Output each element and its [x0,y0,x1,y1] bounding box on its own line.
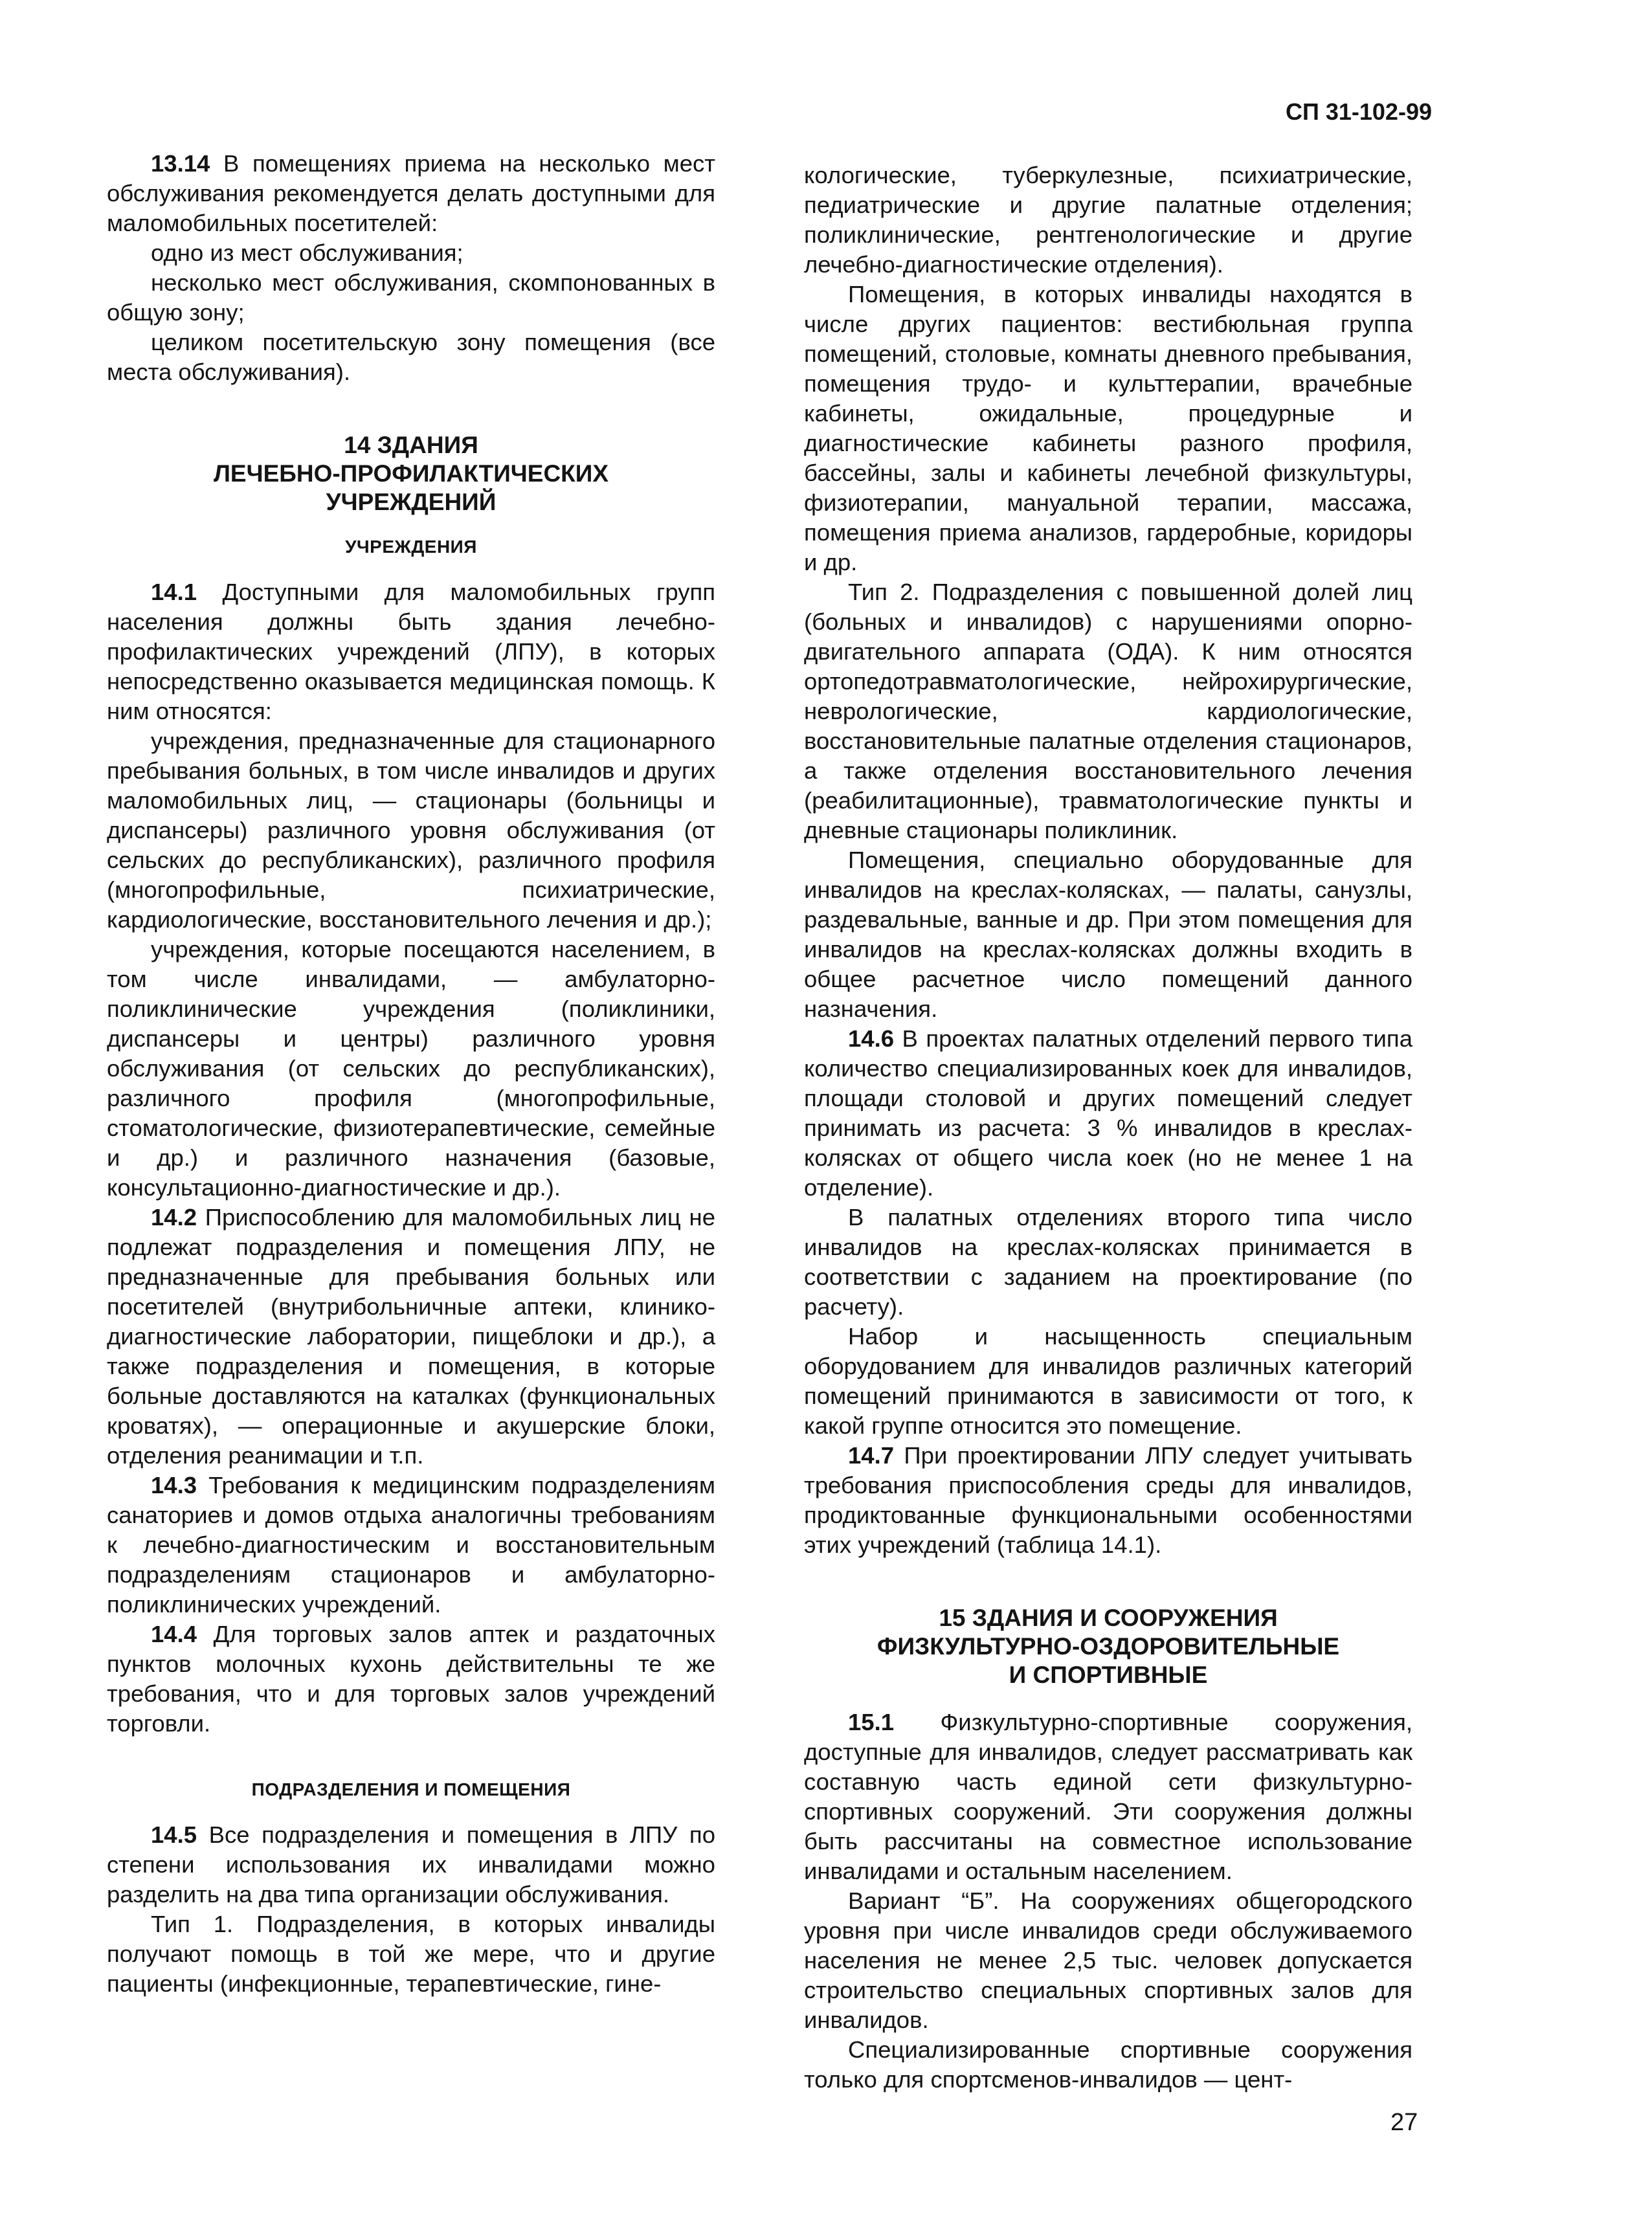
paragraph-14-4 [107,1619,715,1739]
clause-text: Физкультурно-спортивные сооружения, доступные для инвалидов, следует рассматривать как составную часть единой сети физкультурно-спортивных сооружений. Эти сооружения должны быть рассчитаны на совместное использование инвалидами и остальным населением. [804,1709,1412,1884]
clause-number: 14.5 [151,1821,197,1848]
page-number: 27 [1390,2109,1418,2136]
section-title-line: 15 ЗДАНИЯ И СООРУЖЕНИЯ [939,1605,1278,1631]
paragraph-14-2 [107,1203,715,1471]
clause-number: 14.1 [151,579,197,605]
section-title-line: 14 ЗДАНИЯ [344,432,478,458]
paragraph-14-5 [107,1820,715,1909]
paragraph-type-1-continued: кологические, туберкулезные, психиатрические, педиатрические и другие палатные отделения; поликлинические, рентгенологические и другие лечебно-диагностические отделения). [804,162,1412,278]
list-item: учреждения, которые посещаются населением, в том числе инвалидами, — амбулаторно-поликлинические учреждения (поликлиники, диспансеры и центры) различного уровня обслуживания (от сельских до республиканских), различного профиля (многопрофильные, стоматологические, физиотерапевтические, семейные и др.) и различного назначения (базовые, консультационно-диагностические и др.). [107,936,715,1201]
paragraph-13-14 [107,149,715,238]
paragraph-14-6-b: В палатных отделениях второго типа число инвалидов на креслах-колясках принимается в соответствии с заданием на проектирование (по расчету). [804,1204,1412,1320]
clause-number: 14.3 [151,1472,197,1498]
clause-text: Приспособлению для маломобильных лиц не подлежат подразделения и помещения ЛПУ, не предназначенные для пребывания больных или посетителей (внутрибольничные аптеки, клинико-диагностические лаборатории, пищеблоки и др.), а также подразделения и помещения, в которые больные доставляются на каталках (функциональных кроватях), — операционные и акушерские блоки, отделения реанимации и т.п. [107,1204,715,1469]
right-column [804,161,1412,2095]
paragraph-14-1 [107,577,715,726]
list-item: целиком посетительскую зону помещения (все места обслуживания). [107,329,715,385]
clause-number: 14.7 [848,1442,895,1469]
paragraph-15-1 [804,1708,1412,1886]
clause-text: В проектах палатных отделений первого типа количество специализированных коек для инвалидов, площади столовой и других помещений следует принимать из расчета: 3 % инвалидов в креслах-колясках от общего числа коек (но не менее 1 на отделение). [804,1025,1412,1201]
section-14-title [107,431,715,517]
section-title-line: ФИЗКУЛЬТУРНО-ОЗДОРОВИТЕЛЬНЫЕ [876,1633,1340,1660]
subsection-title-institutions: УЧРЕЖДЕНИЯ [345,537,477,557]
clause-number: 13.14 [151,150,210,177]
paragraph-14-6-c: Набор и насыщенность специальным оборудованием для инвалидов различных категорий помещений принимаются в зависимости от того, к какой группе относится это помещение. [804,1323,1412,1439]
subsection-title-divisions: ПОДРАЗДЕЛЕНИЯ И ПОМЕЩЕНИЯ [251,1779,571,1799]
paragraph-type-1: Тип 1. Подразделения, в которых инвалиды получают помощь в той же мере, что и другие пациенты (инфекционные, терапевтические, гине- [107,1911,715,1997]
document-code: СП 31-102-99 [1285,98,1432,125]
section-15-title [804,1604,1412,1689]
clause-text: Требования к медицинским подразделениям санаториев и домов отдыха аналогичны требованиям к лечебно-диагностическим и восстановительным подразделениям стационаров и амбулаторно-поликлинических учреждений. [107,1472,715,1618]
paragraph-variant-b: Вариант “Б”. На сооружениях общегородского уровня при числе инвалидов среди обслуживаемого населения не менее 2,5 тыс. человек допускается строительство специальных спортивных залов для инвалидов. [804,1887,1412,2033]
paragraph-14-6 [804,1024,1412,1203]
clause-text: Для торговых залов аптек и раздаточных пунктов молочных кухонь действительны те же требования, что и для торговых залов учреждений торговли. [107,1621,715,1737]
section-title-line: ЛЕЧЕБНО-ПРОФИЛАКТИЧЕСКИХ [213,460,609,487]
clause-number: 14.4 [151,1621,197,1647]
paragraph-14-3 [107,1471,715,1619]
clause-number: 14.6 [848,1025,895,1052]
list-item: несколько мест обслуживания, скомпонованных в общую зону; [107,269,715,326]
left-column [107,149,715,1999]
clause-number: 15.1 [848,1709,895,1735]
section-title-line: УЧРЕЖДЕНИЙ [326,489,497,515]
list-item: учреждения, предназначенные для стационарного пребывания больных, в том числе инвалидов и других маломобильных лиц, — стационары (больницы и диспансеры) различного уровня обслуживания (от сельских до республиканских), различного профиля (многопрофильные, психиатрические, кардиологические, восстановительного лечения и др.); [107,728,715,933]
paragraph-type-2: Тип 2. Подразделения с повышенной долей лиц (больных и инвалидов) с нарушениями опорно-двигательного аппарата (ОДА). К ним относятся ортопедотравматологические, нейрохирургические, неврологические, кардиологические, восстановительные палатные отделения стационаров, а также отделения восстановительного лечения (реабилитационные), травматологические пункты и дневные стационары поликлиник. [804,579,1412,843]
clause-text: Доступными для маломобильных групп населения должны быть здания лечебно-профилактических учреждений (ЛПУ), в которых непосредственно оказывается медицинская помощь. К ним относятся: [107,579,715,724]
clause-text: В помещениях приема на несколько мест обслуживания рекомендуется делать доступными для маломобильных посетителей: [107,150,715,236]
clause-text: Все подразделения и помещения в ЛПУ по степени использования их инвалидами можно разделить на два типа организации обслуживания. [107,1821,715,1908]
paragraph-rooms-type-1: Помещения, в которых инвалиды находятся в числе других пациентов: вестибюльная группа помещений, столовые, комнаты дневного пребывания, помещения трудо- и культтерапии, врачебные кабинеты, ожидальные, процедурные и диагностические кабинеты разного профиля, бассейны, залы и кабинеты лечебной физкультуры, физиотерапии, мануальной терапии, массажа, помещения приема анализов, гардеробные, коридоры и др. [804,281,1412,575]
clause-number: 14.2 [151,1204,197,1230]
paragraph-specialized: Специализированные спортивные сооружения только для спортсменов-инвалидов — цент- [804,2036,1412,2093]
list-item: одно из мест обслуживания; [151,239,463,266]
paragraph-14-7 [804,1441,1412,1560]
section-title-line: И СПОРТИВНЫЕ [1009,1662,1208,1688]
paragraph-rooms-type-2: Помещения, специально оборудованные для инвалидов на креслах-колясках, — палаты, санузлы, раздевальные, ванные и др. При этом помещения для инвалидов на креслах-колясках должны входить в общее расчетное число помещений данного назначения. [804,847,1412,1022]
clause-text: При проектировании ЛПУ следует учитывать требования приспособления среды для инвалидов, продиктованные функциональными особенностями этих учреждений (таблица 14.1). [804,1442,1412,1558]
